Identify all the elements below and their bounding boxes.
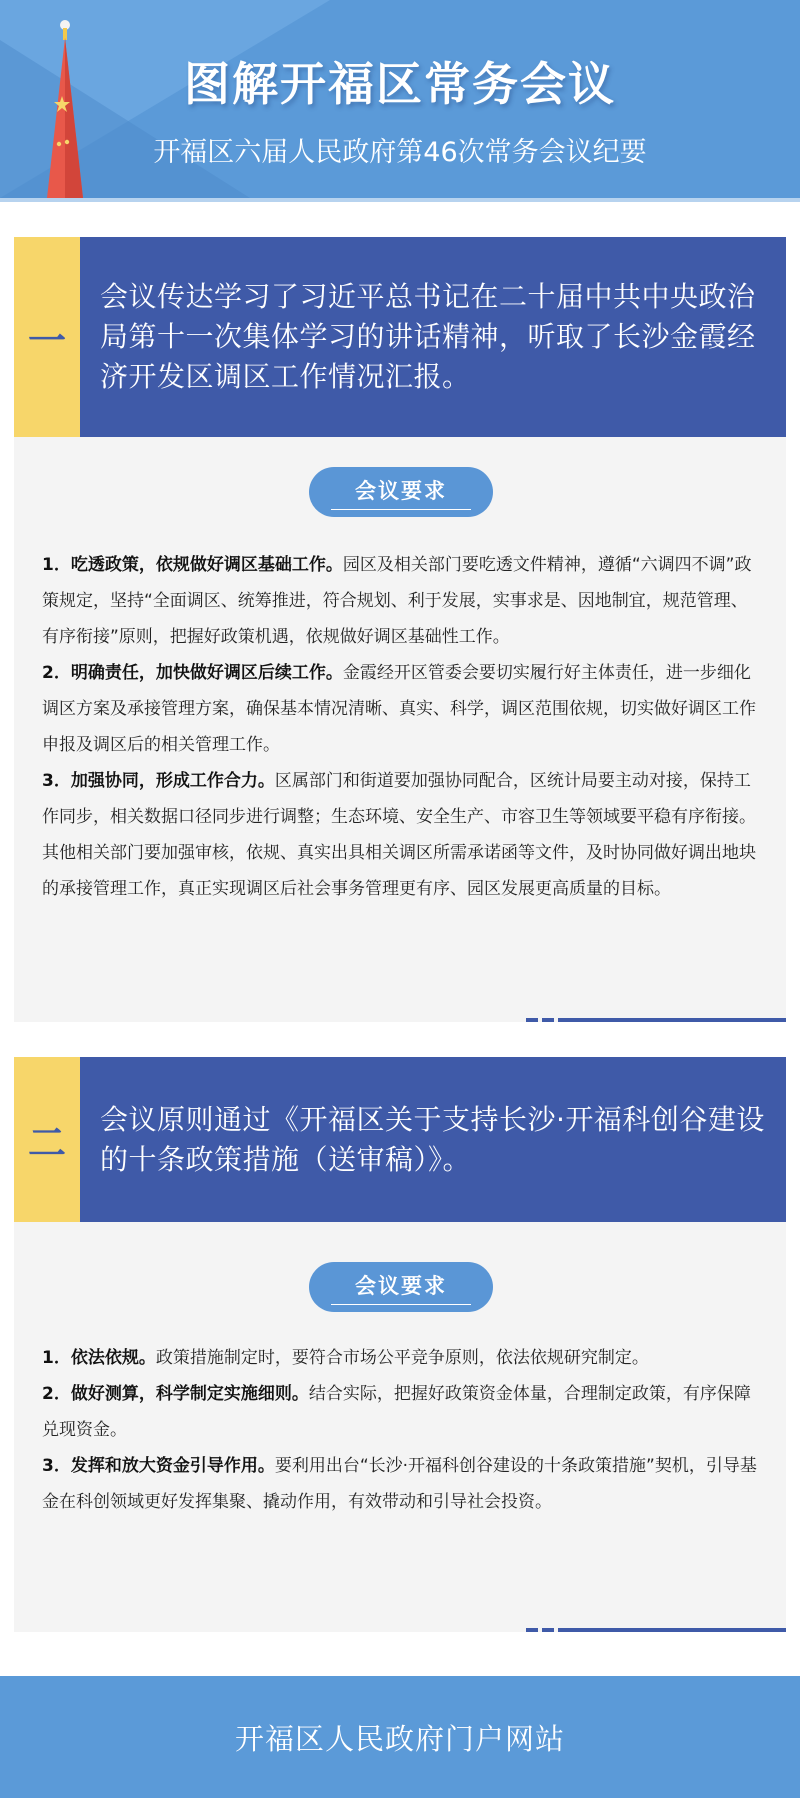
section-numeral: 一 <box>14 237 80 437</box>
footer-site-name: 开福区人民政府门户网站 <box>234 1721 565 1756</box>
list-item <box>42 655 762 763</box>
requirements-list <box>42 1340 762 1520</box>
section-summary: 会议原则通过《开福区关于支持长沙·开福科创谷建设的十条政策措施（送审稿）》。 <box>80 1057 786 1222</box>
item-heading: 1．吃透政策，依规做好调区基础工作。 <box>42 555 343 575</box>
footer <box>0 1676 800 1798</box>
item-body: 区属部门和街道要加强协同配合，区统计局要主动对接，保持工作同步，相关数据口径同步进行调整；生态环境、安全生产、市容卫生等领域要平稳有序衔接。其他相关部门要加强审核，依规、真实出具相关调区所需承诺函等文件，及时协同做好调出地块的承接管理工作，真正实现调区后社会事务管理更有序、园区发展更高质量的目标。 <box>42 771 756 899</box>
item-body: 政策措施制定时，要符合市场公平竞争原则，依法依规研究制定。 <box>155 1348 649 1368</box>
page-subtitle: 开福区六届人民政府第46次常务会议纪要 <box>153 137 647 168</box>
requirements-panel <box>14 437 786 1022</box>
list-item <box>42 1448 762 1520</box>
requirements-pill <box>309 1262 493 1312</box>
requirements-pill-label: 会议要求 <box>331 475 471 510</box>
header <box>0 0 800 198</box>
list-item <box>42 547 762 655</box>
item-heading: 3．加强协同，形成工作合力。 <box>42 771 275 791</box>
item-heading: 2．明确责任，加快做好调区后续工作。 <box>42 663 343 683</box>
item-body: 金霞经开区管委会要切实履行好主体责任，进一步细化调区方案及承接管理方案，确保基本情况清晰、真实、科学，调区范围依规，切实做好调区工作申报及调区后的相关管理工作。 <box>42 663 756 755</box>
header-divider <box>0 198 800 202</box>
list-item <box>42 1340 762 1376</box>
item-heading: 3．发挥和放大资金引导作用。 <box>42 1456 275 1476</box>
page-title: 图解开福区常务会议 <box>184 57 616 111</box>
panel-decoration <box>526 1018 786 1022</box>
section-1 <box>14 237 786 1022</box>
section-banner <box>14 237 786 437</box>
item-body: 园区及相关部门要吃透文件精神，遵循“六调四不调”政策规定，坚持“全面调区、统筹推进，符合规划、利于发展，实事求是、因地制宜，规范管理、有序衔接”原则，把握好政策机遇，依规做好调区基础性工作。 <box>42 555 752 647</box>
requirements-pill-label: 会议要求 <box>331 1270 471 1305</box>
section-banner <box>14 1057 786 1222</box>
list-item <box>42 763 762 907</box>
item-heading: 2．做好测算，科学制定实施细则。 <box>42 1384 309 1404</box>
panel-decoration <box>526 1628 786 1632</box>
list-item <box>42 1376 762 1448</box>
requirements-list <box>42 547 762 907</box>
item-body: 结合实际，把握好政策资金体量，合理制定政策，有序保障兑现资金。 <box>42 1384 751 1440</box>
flag-pole-icon <box>40 18 90 198</box>
section-2 <box>14 1057 786 1632</box>
item-heading: 1．依法依规。 <box>42 1348 156 1368</box>
section-summary: 会议传达学习了习近平总书记在二十届中共中央政治局第十一次集体学习的讲话精神，听取了长沙金霞经济开发区调区工作情况汇报。 <box>80 237 786 437</box>
item-body: 要利用出台“长沙·开福科创谷建设的十条政策措施”契机，引导基金在科创领域更好发挥集聚、撬动作用，有效带动和引导社会投资。 <box>42 1456 757 1512</box>
requirements-panel <box>14 1222 786 1632</box>
section-numeral: 二 <box>14 1057 80 1222</box>
requirements-pill <box>309 467 493 517</box>
